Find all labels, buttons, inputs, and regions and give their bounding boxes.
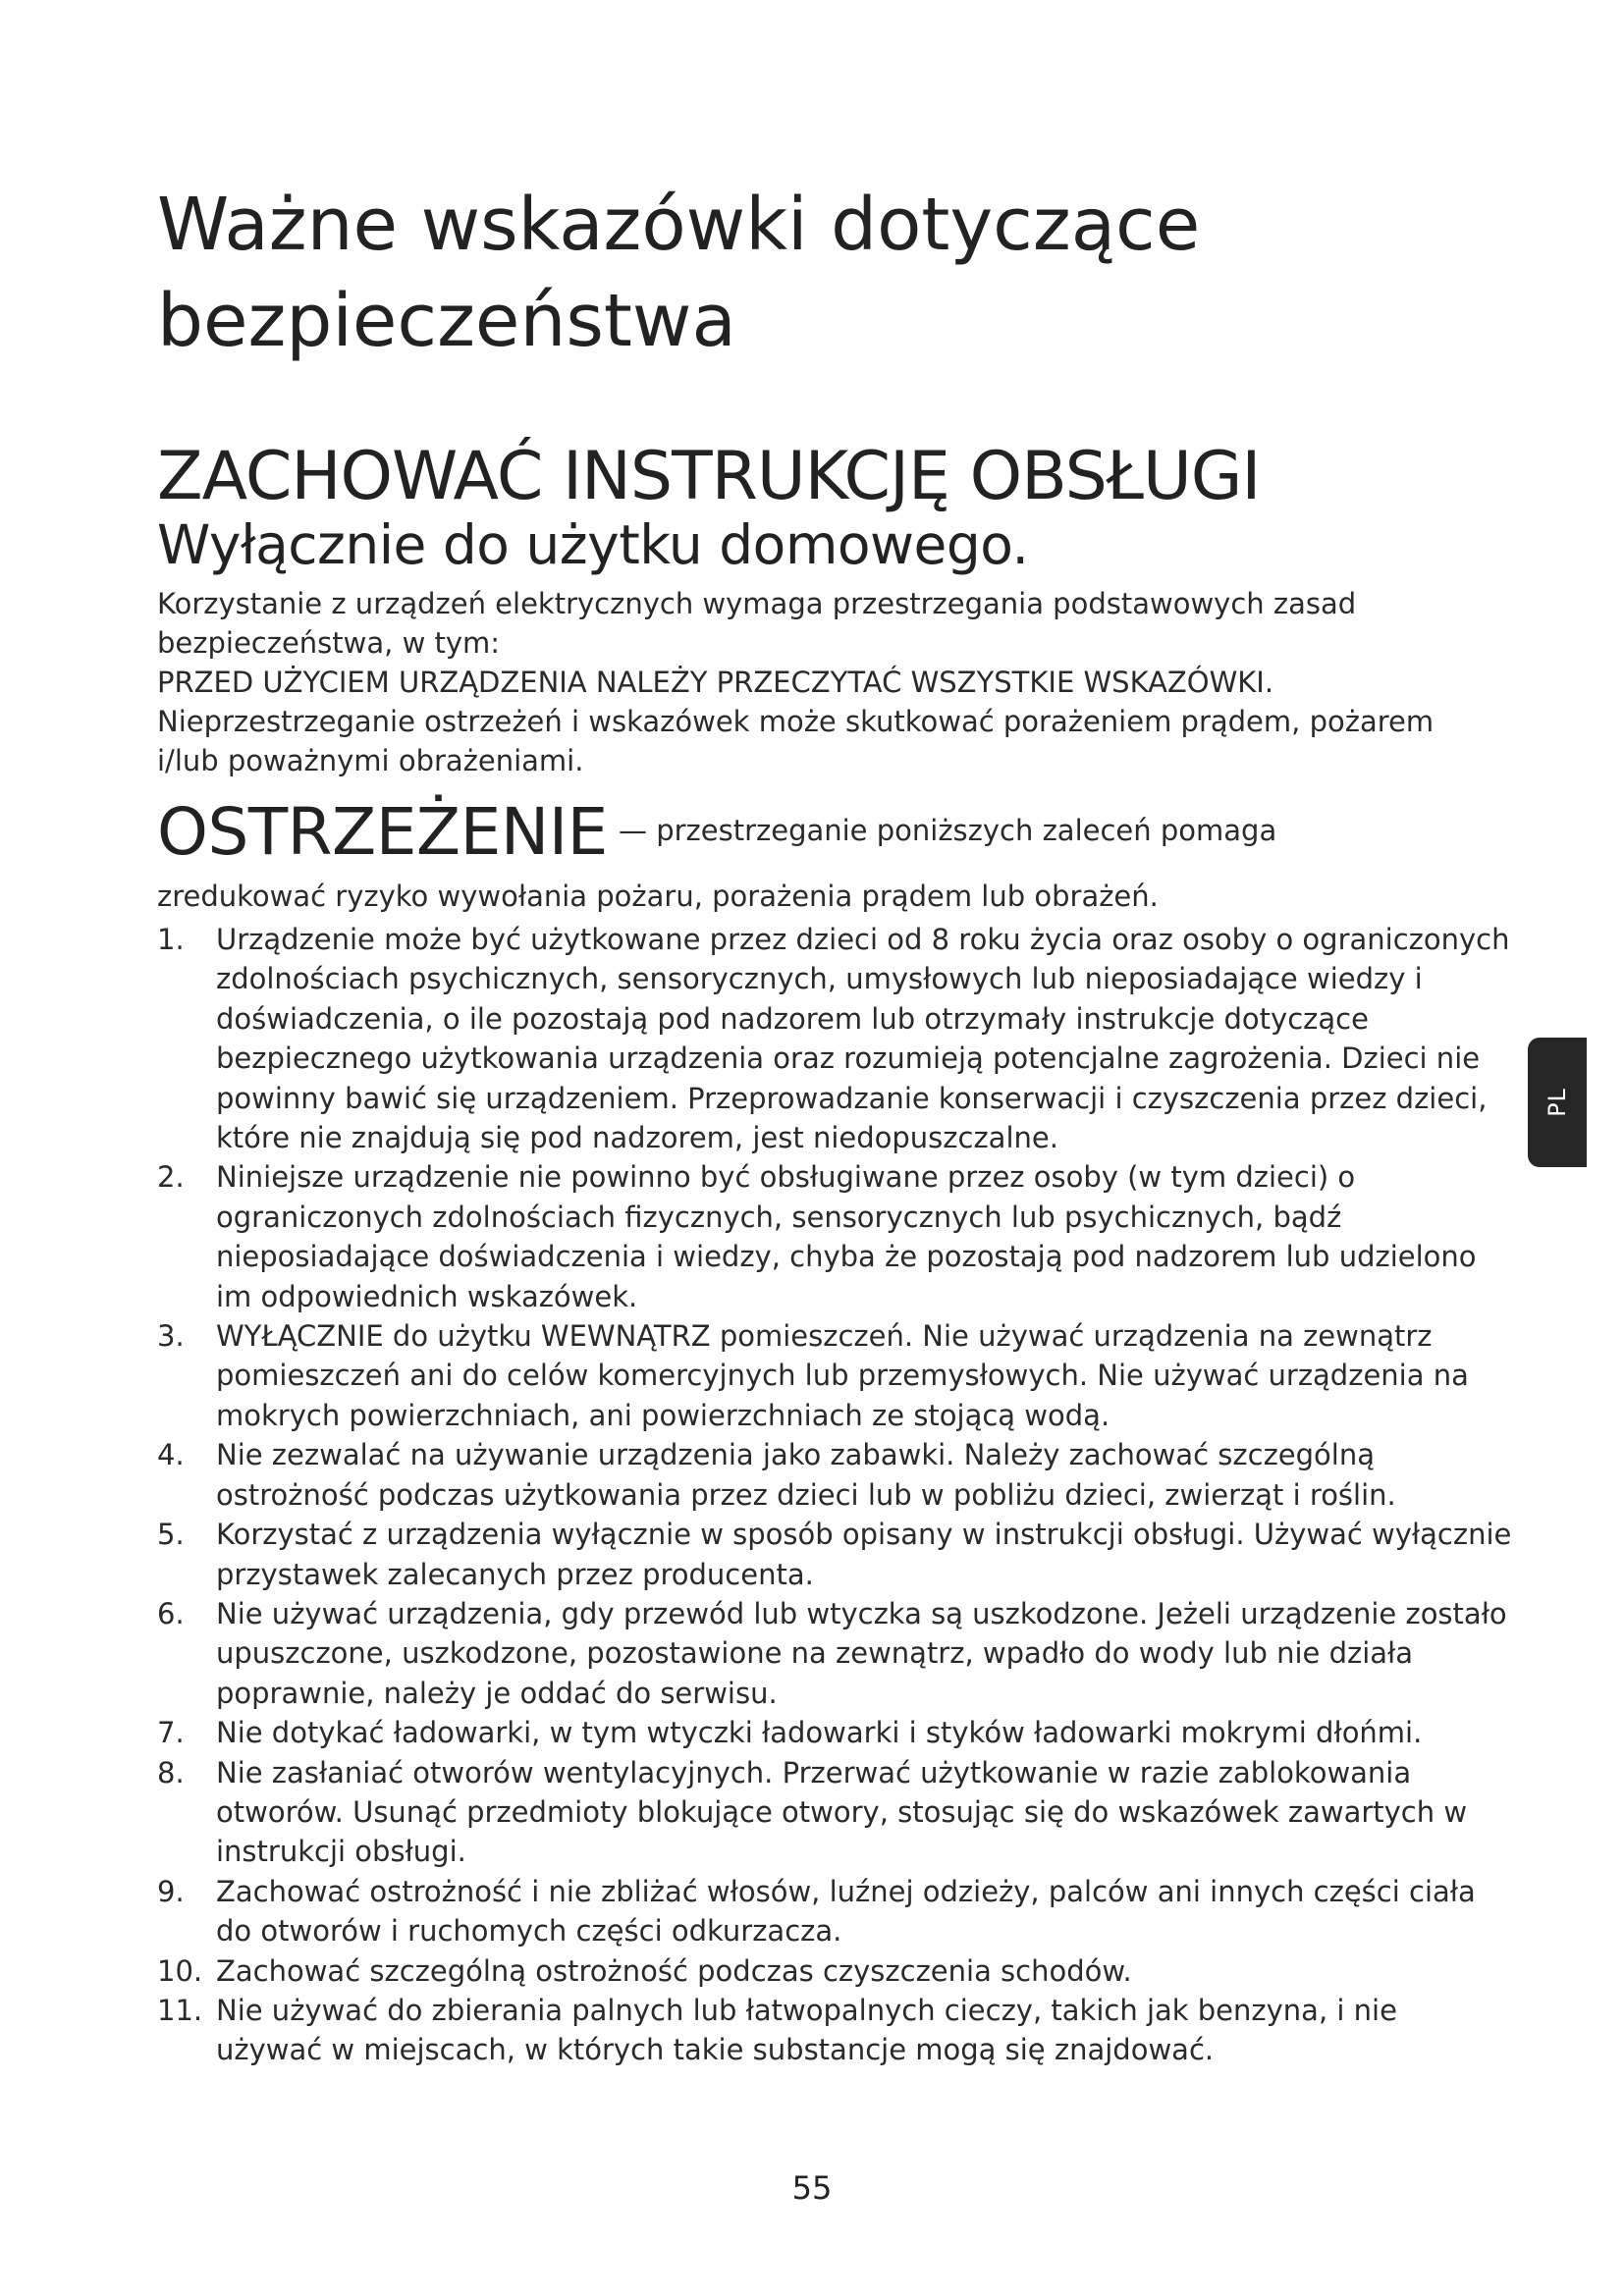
language-tab [1528,1038,1587,1167]
item-text: Nie dotykać ładowarki, w tym wtyczki ładowarki i styków ładowarki mokrymi dłońmi. [216,1716,1423,1750]
list-item [157,1713,1512,1752]
item-number: 2. [157,1160,185,1195]
household-use-subheading: Wyłącznie do użytku domowego. [157,513,1029,576]
list-item [157,1157,1512,1316]
item-text: Zachować ostrożność i nie zbliżać włosów, luźnej odzieży, palców ani innych części ciała do otworów i ruchomych części odkurzacza. [216,1874,1476,1949]
intro-section [157,584,1492,780]
warning-word: OSTRZEŻENIE [157,794,608,870]
list-item [157,1753,1512,1872]
item-number: 10. [157,1953,203,1988]
warning-heading [157,793,1512,872]
item-number: 9. [157,1874,185,1908]
item-text: Nie zezwalać na używanie urządzenia jako zabawki. Należy zachować szczególną ostrożność podczas użytkowania przez dzieci lub w pobliżu dzieci, zwierząt i roślin. [216,1438,1396,1512]
intro-read-all-notice: PRZED UŻYCIEM URZĄDZENIA NALEŻY PRZECZYTAĆ WSZYSTKIE WSKAZÓWKI. [157,666,1274,699]
warning-continuation: zredukować ryzyko wywołania pożaru, porażenia prądem lub obrażeń. [157,880,1159,913]
item-number: 11. [157,1993,203,2027]
page-title: Ważne wskazówki dotyczące bezpieczeństwa [157,183,1201,363]
item-text: Zachować szczególną ostrożność podczas czyszczenia schodów. [216,1953,1132,1988]
item-text: Nie używać do zbierania palnych lub łatwopalnych cieczy, takich jak benzyna, i nie używać w miejscach, w których takie substancje mogą się znajdować. [216,1993,1397,2067]
intro-consequences: Nieprzestrzeganie ostrzeżeń i wskazówek może skutkować porażeniem prądem, pożarem i/lub poważnymi obrażeniami. [157,705,1435,777]
item-text: Nie używać urządzenia, gdy przewód lub wtyczka są uszkodzone. Jeżeli urządzenie zostało upuszczone, uszkodzone, pozostawione na zewnątrz, wpadło do wody lub nie działa poprawnie, należy je oddać do serwisu. [216,1596,1507,1710]
item-number: 7. [157,1716,185,1750]
item-number: 1. [157,923,185,956]
keep-instructions-heading: ZACHOWAĆ INSTRUKCJĘ OBSŁUGI [157,438,1261,515]
page-number: 55 [791,2169,833,2207]
list-item [157,1435,1512,1515]
item-text: Korzystać z urządzenia wyłącznie w sposób opisany w instrukcji obsługi. Używać wyłącznie przystawek zalecanych przez producenta. [216,1518,1512,1591]
list-item [157,1951,1512,1991]
language-tab-label: PL [1543,1088,1571,1117]
list-item [157,1316,1512,1435]
safety-instructions-list [157,920,1512,2070]
item-text: WYŁĄCZNIE do użytku WEWNĄTRZ pomieszczeń. Nie używać urządzenia na zewnątrz pomieszczeń ani do celów komercyjnych lub przemysłowych. Nie używać urządzenia na mokrych powierzchniach, ani powierzchniach ze stojącą wodą. [216,1319,1469,1432]
list-item [157,1515,1512,1594]
item-number: 8. [157,1755,185,1789]
item-text: Urządzenie może być użytkowane przez dzieci od 8 roku życia oraz osoby o ograniczonych zdolnościach psychicznych, sensorycznych, umysłowych lub nieposiadające wiedzy i doświadczenia, o ile pozostają pod nadzorem lub otrzymały instrukcje dotyczące bezpiecznego użytkowania urządzenia oraz rozumieją potencjalne zagrożenia. Dzieci nie powinny bawić się urządzeniem. Przeprowadzanie konserwacji i czyszczenia przez dzieci, które nie znajdują się pod nadzorem, jest niedopuszczalne. [216,923,1510,1155]
item-number: 3. [157,1319,185,1354]
item-number: 6. [157,1596,185,1630]
item-text: Nie zasłaniać otworów wentylacyjnych. Przerwać użytkowanie w razie zablokowania otworów. Usunąć przedmioty blokujące otwory, stosując się do wskazówek zawartych w instrukcji obsługi. [216,1755,1468,1869]
warning-dash-text: — przestrzeganie poniższych zaleceń pomaga [618,814,1277,847]
item-number: 4. [157,1438,185,1472]
list-item [157,1991,1512,2070]
item-number: 5. [157,1518,185,1552]
list-item [157,920,1512,1157]
list-item [157,1594,1512,1713]
item-text: Niniejsze urządzenie nie powinno być obsługiwane przez osoby (w tym dzieci) o ograniczonych zdolnościach fizycznych, sensorycznych lub psychicznych, bądź nieposiadające doświadczenia i wiedzy, chyba że pozostają pod nadzorem lub udzielono im odpowiednich wskazówek. [216,1160,1477,1313]
list-item [157,1872,1512,1951]
intro-paragraph: Korzystanie z urządzeń elektrycznych wymaga przestrzegania podstawowych zasad bezpieczeństwa, w tym: [157,587,1357,660]
